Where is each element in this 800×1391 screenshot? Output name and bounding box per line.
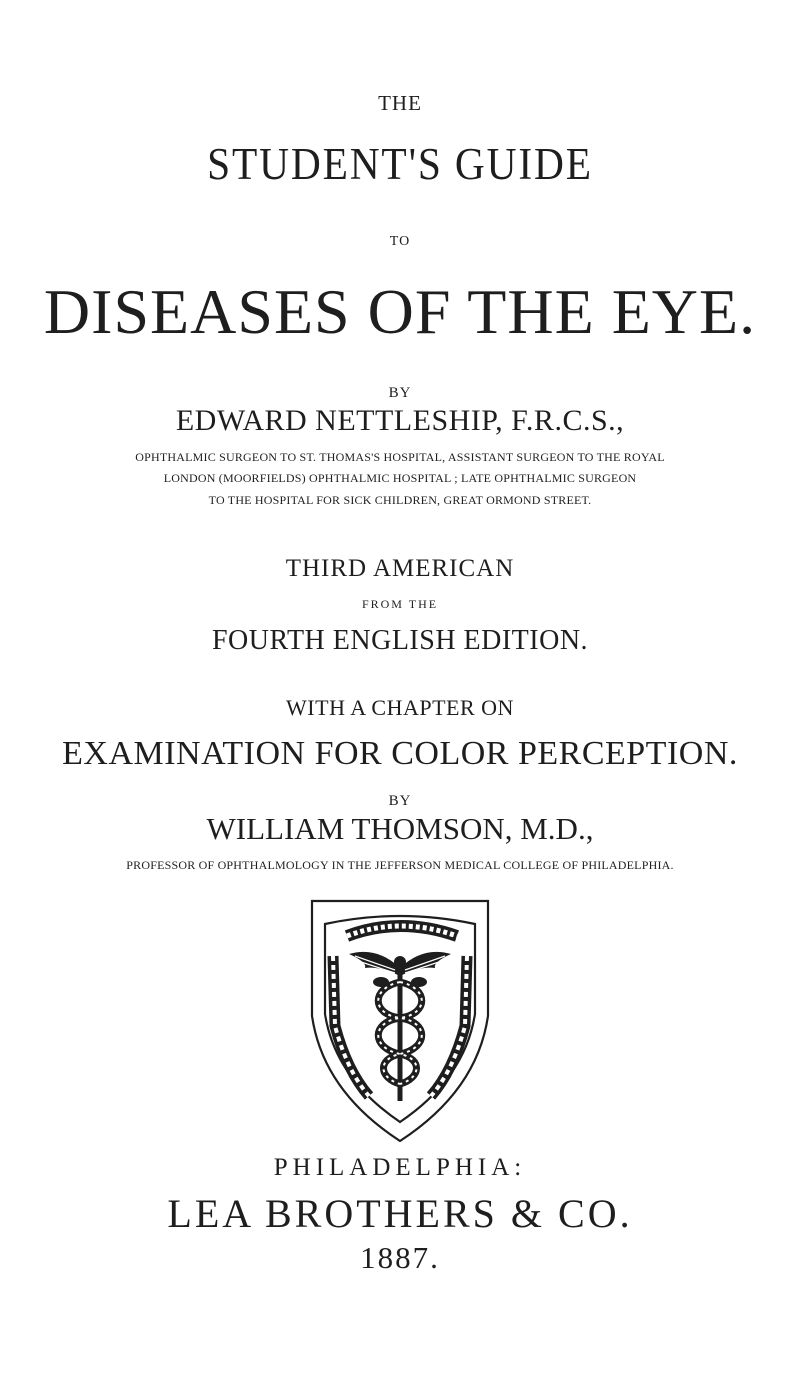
author-name: EDWARD NETTLESHIP, F.R.C.S., [175, 404, 625, 437]
caduceus-shield-icon [307, 896, 493, 1146]
contributor-name: WILLIAM THOMSON, M.D., [206, 811, 594, 846]
author-affiliation-line-3: TO THE HOSPITAL FOR SICK CHILDREN, GREAT ORMOND STREET. [208, 493, 592, 507]
edition-from: FROM THE [361, 597, 439, 611]
publication-year: 1887. [360, 1240, 440, 1275]
title-line-1: STUDENT'S GUIDE [207, 139, 593, 189]
title-article: THE [378, 91, 422, 115]
author-affiliation-line-1: OPHTHALMIC SURGEON TO ST. THOMAS'S HOSPITAL, ASSISTANT SURGEON TO THE ROYAL [135, 450, 665, 464]
chapter-intro: WITH A CHAPTER ON [286, 695, 514, 720]
chapter-title: EXAMINATION FOR COLOR PERCEPTION. [62, 735, 738, 772]
title-line-2: DISEASES OF THE EYE. [43, 276, 757, 347]
edition-line-1: THIRD AMERICAN [285, 555, 515, 582]
publication-city: PHILADELPHIA: [273, 1154, 527, 1181]
by-label-2: BY [388, 793, 412, 809]
edition-line-2: FOURTH ENGLISH EDITION. [211, 625, 589, 656]
contributor-affiliation: PROFESSOR OF OPHTHALMOLOGY IN THE JEFFERSON MEDICAL COLLEGE OF PHILADELPHIA. [126, 858, 674, 872]
by-label: BY [388, 385, 412, 401]
author-affiliation-line-2: LONDON (MOORFIELDS) OPHTHALMIC HOSPITAL ; LATE OPHTHALMIC SURGEON [163, 471, 637, 485]
title-connector: TO [389, 234, 411, 249]
publisher-name: LEA BROTHERS & CO. [167, 1191, 633, 1236]
